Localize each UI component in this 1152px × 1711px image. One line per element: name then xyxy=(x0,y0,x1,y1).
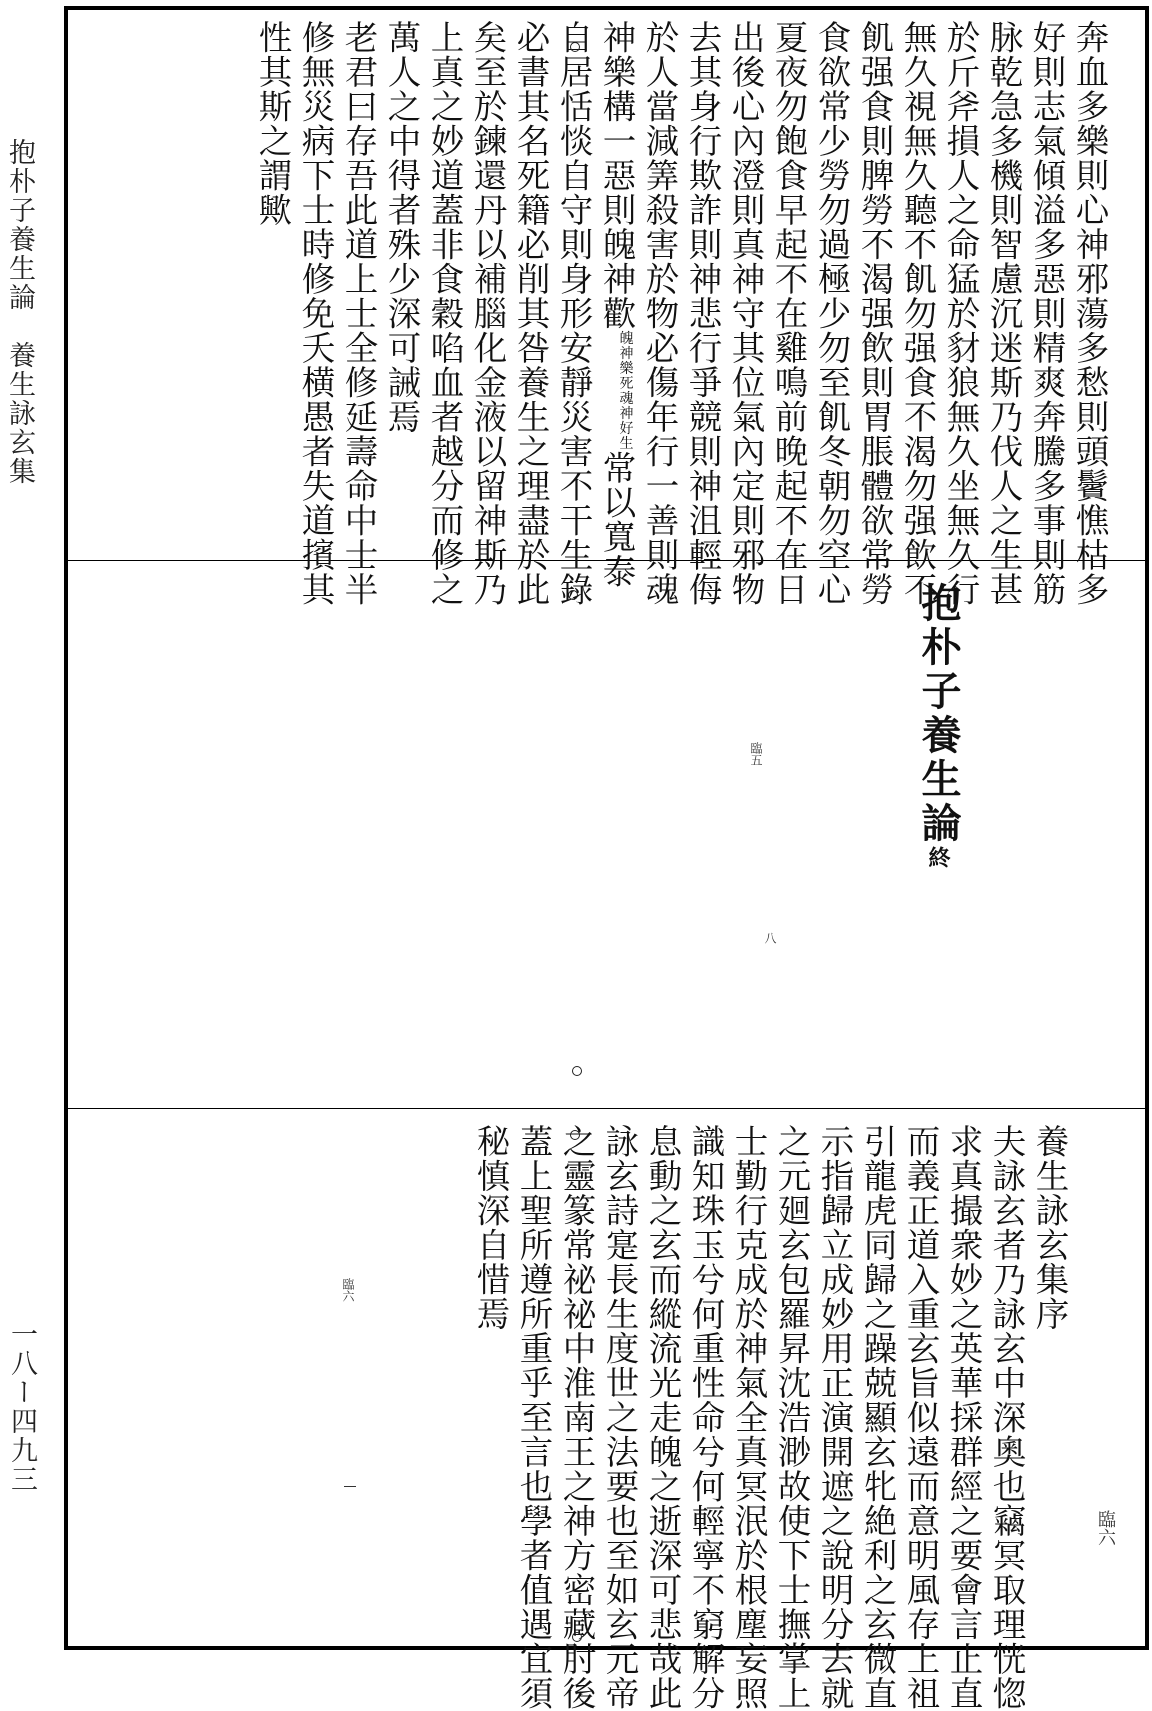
page-mark: 臨五 xyxy=(749,742,763,766)
circle-mark xyxy=(570,42,580,52)
text-column: 奔血多樂則心神邪蕩多愁則頭鬢憔枯多 xyxy=(1070,20,1109,607)
section3-text xyxy=(469,1124,1071,1711)
text-column: 修無災病下士時修免夭横愚者失道擯其 xyxy=(296,20,335,607)
text-column-with-note xyxy=(595,20,638,589)
text-column: 士勤行克成於神氣全真冥泯於根塵妄照 xyxy=(729,1124,768,1711)
text-column: 之元廻玄包羅昇沈浩渺故使下士撫掌上 xyxy=(772,1124,811,1711)
page-mark: 八 xyxy=(763,932,777,944)
text-column: 求真撮衆妙之英華採群經之要會言止直 xyxy=(944,1124,983,1711)
end-title xyxy=(910,582,967,868)
margin-page-number: 一八ー四九三 xyxy=(6,1320,37,1494)
text-column: 於斤斧損人之命猛於豺狼無久坐無久行 xyxy=(941,20,980,607)
text-column: 矣至於鍊還丹以補腦化金液以留神斯乃 xyxy=(468,20,507,607)
text-column: 去其身行欺詐則神悲行爭競則神沮輕侮 xyxy=(683,20,722,607)
text-column: 於人當減筭殺害於物必傷年行一善則魂 xyxy=(640,20,679,607)
text-column: 飢强食則脾勞不渴强飲則胃脹體欲常勞 xyxy=(855,20,894,607)
text-segment: 常以寬泰 xyxy=(597,450,636,589)
text-column: 必書其名死籍必削其咎養生之理盡於此 xyxy=(511,20,550,607)
circle-mark xyxy=(572,1632,582,1642)
text-column: 好則志氣傾溢多惡則精爽奔騰多事則筋 xyxy=(1027,20,1066,607)
text-column: 詠玄詩寔長生度世之法要也至如玄元帝 xyxy=(600,1124,639,1711)
text-segment: 神樂構一惡則魄神歡 xyxy=(597,20,636,331)
text-column: 息動之玄而縱流光走魄之逝深可悲哉此 xyxy=(643,1124,682,1711)
text-column: 蓋上聖所遵所重乎至言也學者值遇宜須 xyxy=(514,1124,553,1711)
interlinear-note: 魄神樂死魂神好生 xyxy=(617,330,634,451)
text-column: 示指歸立成妙用正演開遮之說明分去就 xyxy=(815,1124,854,1711)
text-column: 引龍虎同歸之躁兢顯玄牝絶利之玄微直 xyxy=(858,1124,897,1711)
text-column: 無久視無久聽不飢勿强食不渴勿强飲不 xyxy=(898,20,937,607)
divider-bottom xyxy=(68,1108,1145,1109)
text-column: 食欲常少勞勿過極少勿至飢冬朝勿空心 xyxy=(812,20,851,607)
page-mark: 臨六 xyxy=(341,1278,355,1302)
text-column: 萬人之中得者殊少深可誡焉 xyxy=(382,20,421,434)
circle-mark xyxy=(570,1130,580,1140)
text-column: 之靈篆常祕祕中淮南王之神方密藏肘後 xyxy=(557,1124,596,1711)
text-column: 出後心內澄則真神守其位氣內定則邪物 xyxy=(726,20,765,607)
text-column: 養生詠玄集序 xyxy=(1030,1124,1069,1331)
text-column: 識知珠玉兮何重性命兮何輕寧不窮解分 xyxy=(686,1124,725,1711)
circle-mark xyxy=(572,1066,582,1076)
section1-text xyxy=(251,20,1111,607)
text-column: 夫詠玄者乃詠玄中深奧也竊冥取理恍惚 xyxy=(987,1124,1026,1711)
end-title-text: 抱朴子養生論 xyxy=(915,582,962,846)
text-column: 老君曰存吾此道上士全修延壽命中士半 xyxy=(339,20,378,607)
text-column: 秘慎深自惜焉 xyxy=(471,1124,510,1331)
text-column: 脉乾急多機則智慮沉迷斯乃伐人之生甚 xyxy=(984,20,1023,607)
text-column: 自居恬惔自守則身形安靜災害不干生錄 xyxy=(554,20,593,607)
text-column: 上真之妙道蓋非食穀啗血者越分而修之 xyxy=(425,20,464,607)
text-column: 夏夜勿飽食早起不在雞鳴前晚起不在日 xyxy=(769,20,808,607)
text-column: 性其斯之謂歟 xyxy=(253,20,292,227)
short-dash xyxy=(344,1486,356,1487)
margin-book-title: 抱朴子養生論 養生詠玄集 xyxy=(4,138,35,486)
header-mark: 臨六 xyxy=(1095,1510,1116,1546)
page-frame xyxy=(64,6,1149,1711)
circle-mark xyxy=(568,590,578,600)
text-column: 而義正道入重玄旨似遠而意明風存上祖 xyxy=(901,1124,940,1711)
end-title-suffix: 終 xyxy=(925,846,951,868)
